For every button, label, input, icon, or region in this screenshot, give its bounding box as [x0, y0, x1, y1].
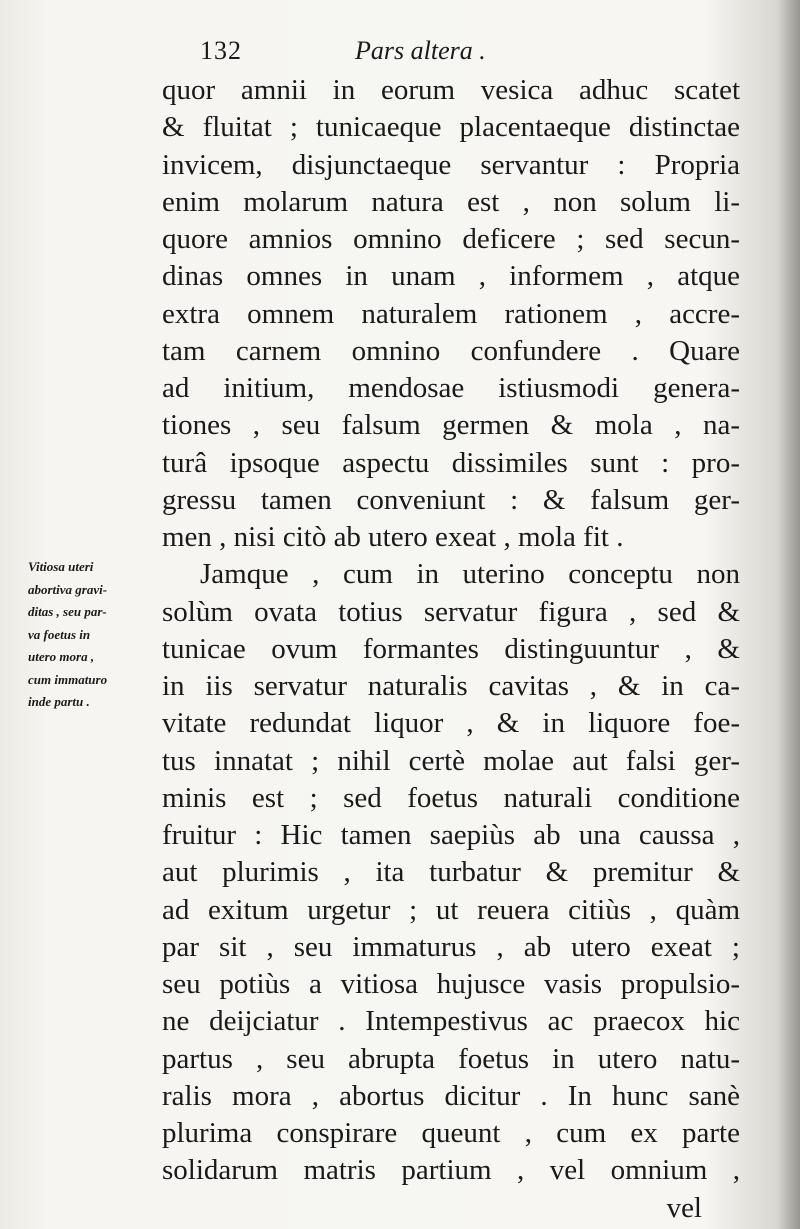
- text-line: ralis mora , abortus dicitur . In hunc sanè: [162, 1079, 740, 1112]
- text-line: invicem, disjunctaeque servantur : Propria: [162, 148, 740, 181]
- margin-note-line: utero mora ,: [28, 649, 95, 664]
- text-line: quore amnios omnino deficere ; sed secun-: [162, 223, 740, 255]
- margin-note-line: Vitiosa uteri: [28, 559, 94, 574]
- text-line: ad initium, mendosae istiusmodi genera-: [162, 372, 740, 404]
- text-line: par sit , seu immaturus , ab utero exeat ;: [162, 930, 740, 963]
- text-line: gressu tamen conveniunt : & falsum ger-: [162, 483, 740, 516]
- text-line: plurima conspirare queunt , cum ex parte: [162, 1117, 740, 1149]
- body-text: [162, 72, 740, 1227]
- margin-note-line: va foetus in: [28, 626, 91, 642]
- catchword: vel: [666, 1191, 702, 1224]
- margin-note-line: ditas , seu par-: [28, 604, 107, 619]
- page-number: 132: [200, 36, 242, 65]
- text-line: in iis servatur naturalis cavitas , & in ca-: [162, 670, 740, 702]
- text-line: ne deijciatur . Intempestivus ac praecox hic: [162, 1005, 740, 1038]
- text-line: fruitur : Hic tamen saepiùs ab una caussa ,: [162, 819, 740, 851]
- text-line: ad exitum urgetur ; ut reuera citiùs , quàm: [162, 893, 740, 926]
- text-line: Jamque , cum in uterino conceptu non: [200, 558, 740, 591]
- text-line: enim molarum natura est , non solum li-: [162, 185, 740, 218]
- margin-note: [28, 556, 158, 714]
- text-line: extra omnem naturalem rationem , accre-: [162, 297, 740, 330]
- text-line: partus , seu abrupta foetus in utero natu-: [162, 1042, 740, 1075]
- text-line: men , nisi citò ab utero exeat , mola fit .: [162, 521, 624, 553]
- running-title: Pars altera .: [355, 36, 486, 65]
- page-edge-shadow: [778, 0, 800, 1229]
- text-line: tam carnem omnino confundere . Quare: [162, 334, 740, 367]
- text-line: turâ ipsoque aspectu dissimiles sunt : pro-: [162, 446, 740, 479]
- text-line: minis est ; sed foetus naturali conditione: [162, 781, 740, 814]
- text-line: quor amnii in eorum vesica adhuc scatet: [162, 74, 740, 106]
- text-line: tunicae ovum formantes distinguuntur , &: [162, 632, 740, 665]
- margin-note-line: inde partu .: [28, 694, 90, 709]
- margin-note-line: abortiva gravi-: [28, 581, 108, 597]
- text-line: vitate redundat liquor , & in liquore foe-: [162, 707, 740, 740]
- text-line: seu potiùs a vitiosa hujusce vasis propulsio-: [162, 968, 740, 1000]
- text-line: & fluitat ; tunicaeque placentaeque distinctae: [162, 111, 740, 144]
- text-line: aut plurimis , ita turbatur & premitur &: [162, 856, 740, 889]
- text-line: dinas omnes in unam , informem , atque: [162, 260, 740, 293]
- text-line: solùm ovata totius servatur figura , sed &: [162, 595, 740, 628]
- text-line: tus innatat ; nihil certè molae aut falsi ger-: [162, 744, 740, 777]
- page-header: [200, 36, 600, 70]
- margin-note-line: cum immaturo: [28, 671, 108, 687]
- text-line: solidarum matris partium , vel omnium ,: [162, 1154, 740, 1187]
- text-line: tiones , seu falsum germen & mola , na-: [162, 409, 740, 442]
